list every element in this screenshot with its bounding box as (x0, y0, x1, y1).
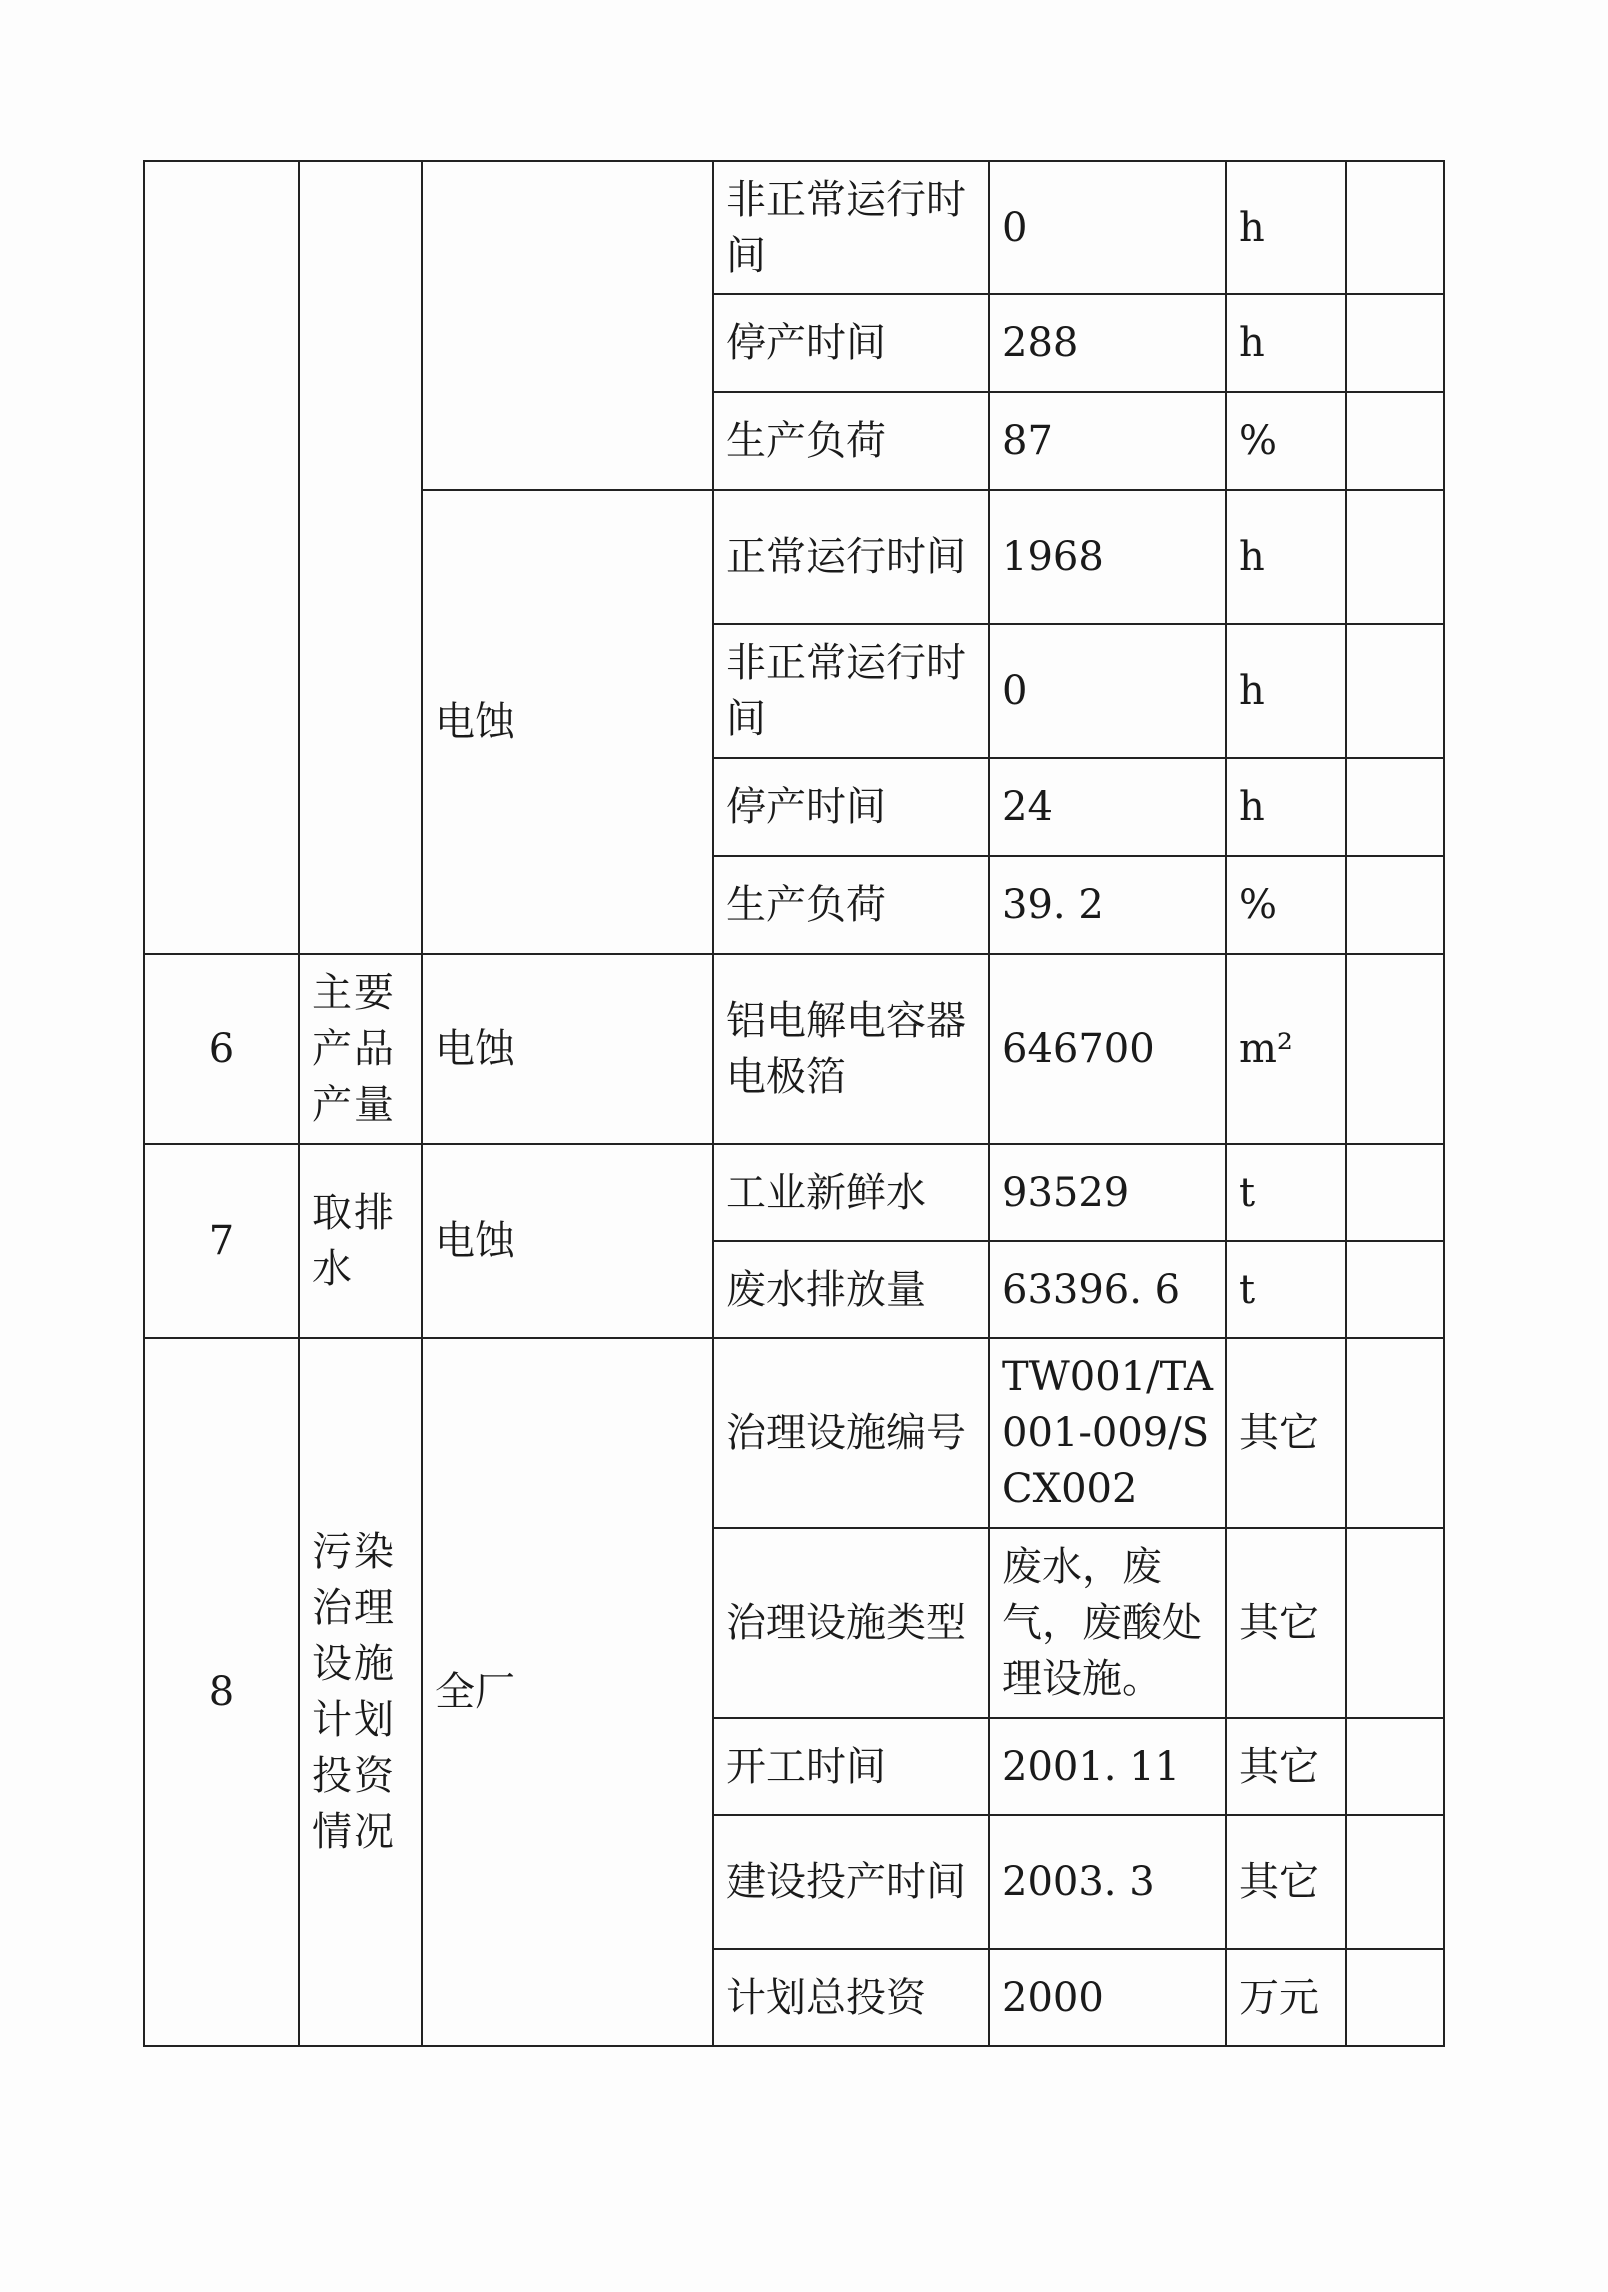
seq-cell: 6 (144, 954, 299, 1144)
sub-cell-continued (422, 161, 713, 490)
unit-cell: 其它 (1226, 1528, 1346, 1718)
remark-cell (1346, 624, 1444, 758)
category-cell-continued (299, 161, 422, 954)
remark-cell (1346, 954, 1444, 1144)
remark-cell (1346, 1949, 1444, 2046)
value-cell: 63396. 6 (989, 1241, 1226, 1338)
unit-cell: 万元 (1226, 1949, 1346, 2046)
remark-cell (1346, 856, 1444, 954)
value-cell: 288 (989, 294, 1226, 392)
value-cell: 0 (989, 161, 1226, 294)
table-row (144, 954, 1444, 1144)
value-cell: 废水，废气，废酸处理设施。 (989, 1528, 1226, 1718)
category-cell: 污染治理设施计划投资情况 (299, 1338, 422, 2046)
unit-cell: 其它 (1226, 1718, 1346, 1815)
unit-cell: h (1226, 294, 1346, 392)
remark-cell (1346, 1338, 1444, 1528)
remark-cell (1346, 1144, 1444, 1241)
item-cell: 停产时间 (713, 758, 989, 856)
value-cell: 24 (989, 758, 1226, 856)
seq-cell: 7 (144, 1144, 299, 1338)
value-cell: 2000 (989, 1949, 1226, 2046)
seq-cell-continued (144, 161, 299, 954)
remark-cell (1346, 490, 1444, 624)
emission-data-table (143, 160, 1445, 2047)
sub-cell: 电蚀 (422, 490, 713, 954)
unit-cell: h (1226, 624, 1346, 758)
remark-cell (1346, 758, 1444, 856)
value-cell: TW001/TA001-009/SCX002 (989, 1338, 1226, 1528)
value-cell: 0 (989, 624, 1226, 758)
unit-cell: 其它 (1226, 1815, 1346, 1949)
sub-cell: 电蚀 (422, 954, 713, 1144)
value-cell: 1968 (989, 490, 1226, 624)
remark-cell (1346, 1241, 1444, 1338)
remark-cell (1346, 1528, 1444, 1718)
value-cell: 39. 2 (989, 856, 1226, 954)
item-cell: 治理设施类型 (713, 1528, 989, 1718)
table-row (144, 1338, 1444, 1528)
item-cell: 生产负荷 (713, 392, 989, 490)
value-cell: 93529 (989, 1144, 1226, 1241)
value-cell: 646700 (989, 954, 1226, 1144)
item-cell: 治理设施编号 (713, 1338, 989, 1528)
value-cell: 2001. 11 (989, 1718, 1226, 1815)
item-cell: 废水排放量 (713, 1241, 989, 1338)
sub-cell: 全厂 (422, 1338, 713, 2046)
remark-cell (1346, 161, 1444, 294)
unit-cell: h (1226, 758, 1346, 856)
seq-cell: 8 (144, 1338, 299, 2046)
unit-cell: h (1226, 161, 1346, 294)
sub-cell: 电蚀 (422, 1144, 713, 1338)
remark-cell (1346, 392, 1444, 490)
item-cell: 非正常运行时间 (713, 161, 989, 294)
item-cell: 正常运行时间 (713, 490, 989, 624)
unit-cell: 其它 (1226, 1338, 1346, 1528)
item-cell: 铝电解电容器电极箔 (713, 954, 989, 1144)
unit-cell: % (1226, 392, 1346, 490)
unit-cell: t (1226, 1241, 1346, 1338)
value-cell: 87 (989, 392, 1226, 490)
item-cell: 非正常运行时间 (713, 624, 989, 758)
item-cell: 建设投产时间 (713, 1815, 989, 1949)
table-row (144, 1144, 1444, 1241)
value-cell: 2003. 3 (989, 1815, 1226, 1949)
unit-cell: m² (1226, 954, 1346, 1144)
item-cell: 停产时间 (713, 294, 989, 392)
remark-cell (1346, 294, 1444, 392)
unit-cell: h (1226, 490, 1346, 624)
unit-cell: % (1226, 856, 1346, 954)
remark-cell (1346, 1815, 1444, 1949)
item-cell: 开工时间 (713, 1718, 989, 1815)
item-cell: 计划总投资 (713, 1949, 989, 2046)
table-row (144, 161, 1444, 294)
unit-cell: t (1226, 1144, 1346, 1241)
remark-cell (1346, 1718, 1444, 1815)
category-cell: 取排水 (299, 1144, 422, 1338)
category-cell: 主要产品产量 (299, 954, 422, 1144)
item-cell: 生产负荷 (713, 856, 989, 954)
item-cell: 工业新鲜水 (713, 1144, 989, 1241)
